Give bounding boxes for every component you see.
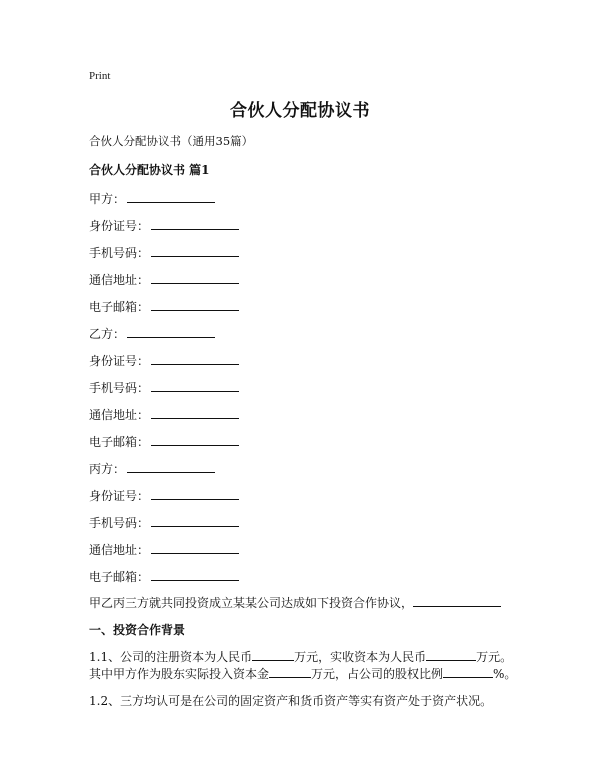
field-label: 身份证号： xyxy=(89,219,150,233)
field-label: 通信地址： xyxy=(89,543,150,557)
field-party-c xyxy=(89,460,215,477)
document-subtitle: 合伙人分配协议书（通用35篇） xyxy=(89,134,254,148)
blank-line xyxy=(151,568,239,581)
field-label: 甲方： xyxy=(89,192,126,206)
blank-line xyxy=(151,244,239,257)
clause-text: 1.1、公司的注册资本为人民币 xyxy=(89,650,253,664)
blank-line xyxy=(151,217,239,230)
field-email xyxy=(89,568,239,585)
field-label: 通信地址： xyxy=(89,408,150,422)
section-heading: 一、投资合作背景 xyxy=(89,623,186,637)
blank-line xyxy=(443,666,493,678)
blank-line xyxy=(151,271,239,284)
field-address xyxy=(89,406,239,423)
clause-1-1-line-2 xyxy=(89,665,516,682)
field-email xyxy=(89,433,239,450)
clause-text: %。 xyxy=(493,667,517,681)
blank-line xyxy=(127,460,215,473)
field-label: 电子邮箱： xyxy=(89,435,150,449)
field-label: 身份证号： xyxy=(89,489,150,503)
field-party-a xyxy=(89,190,215,207)
field-label: 手机号码： xyxy=(89,246,150,260)
blank-line xyxy=(151,541,239,554)
blank-line xyxy=(269,666,311,678)
blank-line xyxy=(413,595,501,607)
section-title: 合伙人分配协议书 篇1 xyxy=(89,163,210,177)
blank-line xyxy=(151,487,239,500)
field-label: 手机号码： xyxy=(89,516,150,530)
blank-line xyxy=(151,298,239,311)
field-phone xyxy=(89,244,239,261)
clause-1-1-line-1 xyxy=(89,648,512,665)
blank-line xyxy=(151,433,239,446)
field-phone xyxy=(89,379,239,396)
blank-line xyxy=(426,649,476,661)
field-email xyxy=(89,298,239,315)
field-party-b xyxy=(89,325,215,342)
blank-line xyxy=(151,514,239,527)
field-id-number xyxy=(89,217,239,234)
blank-line xyxy=(252,649,294,661)
field-id-number xyxy=(89,487,239,504)
field-id-number xyxy=(89,352,239,369)
agreement-line xyxy=(89,594,501,611)
document-title: 合伙人分配协议书 xyxy=(230,101,370,121)
clause-text: 万元。 xyxy=(476,650,513,664)
print-link[interactable]: Print xyxy=(89,70,111,82)
field-label: 手机号码： xyxy=(89,381,150,395)
clause-1-2: 1.2、三方均认可是在公司的固定资产和货币资产等实有资产处于资产状况。 xyxy=(89,694,493,708)
field-address xyxy=(89,541,239,558)
blank-line xyxy=(151,352,239,365)
field-phone xyxy=(89,514,239,531)
clause-text: 其中甲方作为股东实际投入资本金 xyxy=(89,667,270,681)
field-address xyxy=(89,271,239,288)
field-label: 丙方： xyxy=(89,462,126,476)
blank-line xyxy=(127,325,215,338)
field-label: 乙方： xyxy=(89,327,126,341)
blank-line xyxy=(127,190,215,203)
field-label: 身份证号： xyxy=(89,354,150,368)
agreement-text: 甲乙丙三方就共同投资成立某某公司达成如下投资合作协议， xyxy=(89,596,414,610)
blank-line xyxy=(151,379,239,392)
clause-text: 万元，占公司的股权比例 xyxy=(311,667,444,681)
field-label: 电子邮箱： xyxy=(89,300,150,314)
clause-text: 万元，实收资本为人民币 xyxy=(294,650,427,664)
field-label: 电子邮箱： xyxy=(89,570,150,584)
field-label: 通信地址： xyxy=(89,273,150,287)
blank-line xyxy=(151,406,239,419)
